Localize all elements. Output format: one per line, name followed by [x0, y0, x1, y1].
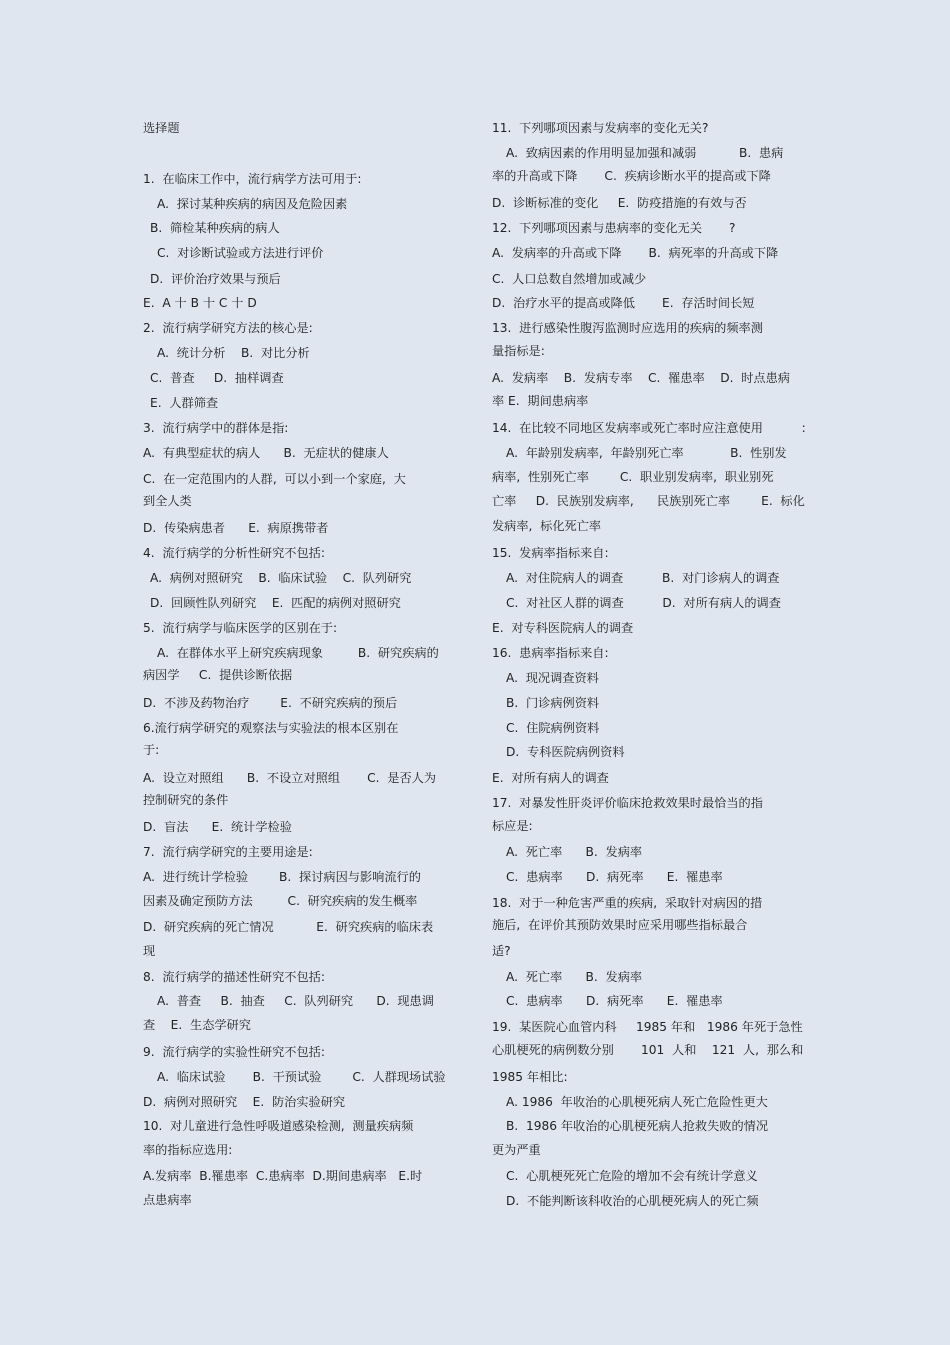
right-column-line: 更为严重	[492, 1143, 541, 1157]
right-column-line: D. 治疗水平的提高或降低 E. 存活时间长短	[492, 296, 755, 310]
right-column-line: 亡率 D. 民族别发病率, 民族别死亡率 E. 标化	[492, 494, 805, 508]
left-column-line: A. 病例对照研究 B. 临床试验 C. 队列研究	[150, 571, 412, 585]
left-column-line: A. 普查 B. 抽查 C. 队列研究 D. 现患调	[157, 994, 434, 1008]
right-column-line: A. 死亡率 B. 发病率	[506, 970, 643, 984]
right-column-line: 1985 年相比:	[492, 1070, 568, 1084]
right-column-line: 发病率, 标化死亡率	[492, 519, 602, 533]
left-column-line: A. 有典型症状的病人 B. 无症状的健康人	[143, 446, 389, 460]
right-column-line: A. 现况调查资料	[506, 671, 599, 685]
left-column-line: 1. 在临床工作中，流行病学方法可用于:	[143, 172, 362, 186]
right-column-line: 13. 进行感染性腹泻监测时应选用的疾病的频率测	[492, 321, 763, 335]
right-column-line: 率 E. 期间患病率	[492, 394, 589, 408]
right-column-line: 心肌梗死的病例数分别 101 人和 121 人, 那么和	[492, 1043, 804, 1057]
left-column-line: 点患病率	[143, 1193, 192, 1207]
right-column-line: C. 住院病例资料	[506, 721, 600, 735]
right-column-line: C. 人口总数自然增加或减少	[492, 272, 647, 286]
right-column-line: A. 发病率 B. 发病专率 C. 罹患率 D. 时点患病	[492, 371, 790, 385]
left-column-line: D. 不涉及药物治疗 E. 不研究疾病的预后	[143, 696, 398, 710]
left-column-line: 2. 流行病学研究方法的核心是:	[143, 321, 313, 335]
left-column-line: 率的指标应选用:	[143, 1143, 233, 1157]
left-column-line: A. 探讨某种疾病的病因及危险因素	[157, 197, 348, 211]
right-column-line: E. 对所有病人的调查	[492, 771, 609, 785]
right-column-line: A. 对住院病人的调查 B. 对门诊病人的调查	[506, 571, 780, 585]
right-column-line: 18. 对于一种危害严重的疾病, 采取针对病因的措	[492, 896, 763, 910]
right-column-line: B. 门诊病例资料	[506, 696, 600, 710]
left-column-line: E. A 十 B 十 C 十 D	[143, 296, 257, 310]
right-column-line: A. 1986 年收治的心肌梗死病人死亡危险性更大	[506, 1095, 768, 1109]
right-column-line: 适?	[492, 944, 511, 958]
right-column-line: C. 心肌梗死死亡危险的增加不会有统计学意义	[506, 1169, 758, 1183]
left-column-line: 选择题	[143, 121, 180, 135]
left-column-line: E. 人群筛查	[150, 396, 219, 410]
left-column-line: 7. 流行病学研究的主要用途是:	[143, 845, 313, 859]
right-column-line: 12. 下列哪项因素与患病率的变化无关 ?	[492, 221, 736, 235]
left-column-line: B. 筛检某种疾病的病人	[150, 221, 280, 235]
left-column-line: 因素及确定预防方法 C. 研究疾病的发生概率	[143, 894, 418, 908]
left-column-line: 4. 流行病学的分析性研究不包括:	[143, 546, 325, 560]
left-column-line: D. 传染病患者 E. 病原携带者	[143, 521, 329, 535]
right-column-line: A. 年龄别发病率, 年龄别死亡率 B. 性别发	[506, 446, 787, 460]
left-column-line: 到全人类	[143, 494, 192, 508]
left-column-line: D. 评价治疗效果与预后	[150, 272, 281, 286]
right-column-line: 标应是:	[492, 819, 533, 833]
right-column-line: 病率, 性别死亡率 C. 职业别发病率, 职业别死	[492, 470, 774, 484]
right-column-line: 19. 某医院心血管内科 1985 年和 1986 年死于急性	[492, 1020, 803, 1034]
left-column-line: A. 统计分析 B. 对比分析	[157, 346, 310, 360]
right-column-line: 15. 发病率指标来自:	[492, 546, 609, 560]
left-column-line: D. 回顾性队列研究 E. 匹配的病例对照研究	[150, 596, 401, 610]
right-column-line: D. 诊断标准的变化 E. 防疫措施的有效与否	[492, 196, 747, 210]
left-column-line: 10. 对儿童进行急性呼吸道感染检测, 测量疾病频	[143, 1119, 414, 1133]
left-column-line: 6.流行病学研究的观察法与实验法的根本区别在	[143, 721, 399, 735]
left-column-line: D. 盲法 E. 统计学检验	[143, 820, 292, 834]
left-column-line: 查 E. 生态学研究	[143, 1018, 251, 1032]
left-column-line: A. 在群体水平上研究疾病现象 B. 研究疾病的	[157, 646, 439, 660]
left-column-line: 3. 流行病学中的群体是指:	[143, 421, 289, 435]
right-column-line: A. 致病因素的作用明显加强和减弱 B. 患病	[506, 146, 784, 160]
right-column-line: E. 对专科医院病人的调查	[492, 621, 634, 635]
left-column-line: A. 临床试验 B. 干预试验 C. 人群现场试验	[157, 1070, 446, 1084]
right-column-line: 16. 患病率指标来自:	[492, 646, 609, 660]
right-column-line: C. 患病率 D. 病死率 E. 罹患率	[506, 994, 723, 1008]
left-column-line: 病因学 C. 提供诊断依据	[143, 668, 293, 682]
left-column-line: D. 研究疾病的死亡情况 E. 研究疾病的临床表	[143, 920, 434, 934]
right-column-line: 17. 对暴发性肝炎评价临床抢救效果时最恰当的指	[492, 796, 763, 810]
right-column-line: 量指标是:	[492, 344, 545, 358]
left-column-line: 5. 流行病学与临床医学的区别在于:	[143, 621, 338, 635]
left-column-line: C. 在一定范围内的人群, 可以小到一个家庭, 大	[143, 472, 406, 486]
left-column-line: A. 设立对照组 B. 不设立对照组 C. 是否人为	[143, 771, 437, 785]
left-column-line: A. 进行统计学检验 B. 探讨病因与影响流行的	[143, 870, 421, 884]
right-column-line: 11. 下列哪项因素与发病率的变化无关?	[492, 121, 709, 135]
left-column-line: 于:	[143, 743, 160, 757]
left-column-line: 9. 流行病学的实验性研究不包括:	[143, 1045, 325, 1059]
right-column-line: A. 死亡率 B. 发病率	[506, 845, 643, 859]
right-column-line: B. 1986 年收治的心肌梗死病人抢救失败的情况	[506, 1119, 769, 1133]
right-column-line: D. 不能判断该科收治的心肌梗死病人的死亡频	[506, 1194, 759, 1208]
left-column-line: 控制研究的条件	[143, 793, 229, 807]
right-column-line: C. 患病率 D. 病死率 E. 罹患率	[506, 870, 723, 884]
left-column-line: C. 普查 D. 抽样调查	[150, 371, 284, 385]
right-column-line: D. 专科医院病例资料	[506, 745, 625, 759]
right-column-line: 14. 在比较不同地区发病率或死亡率时应注意使用 :	[492, 421, 806, 435]
left-column-line: 现	[143, 944, 156, 958]
right-column-line: A. 发病率的升高或下降 B. 病死率的升高或下降	[492, 246, 779, 260]
right-column-line: 率的升高或下降 C. 疾病诊断水平的提高或下降	[492, 169, 771, 183]
left-column-line: C. 对诊断试验或方法进行评价	[157, 246, 324, 260]
left-column-line: 8. 流行病学的描述性研究不包括:	[143, 970, 325, 984]
right-column-line: C. 对社区人群的调查 D. 对所有病人的调查	[506, 596, 781, 610]
left-column-line: A.发病率 B.罹患率 C.患病率 D.期间患病率 E.时	[143, 1169, 423, 1183]
right-column-line: 施后, 在评价其预防效果时应采用哪些指标最合	[492, 918, 748, 932]
left-column-line: D. 病例对照研究 E. 防治实验研究	[143, 1095, 346, 1109]
